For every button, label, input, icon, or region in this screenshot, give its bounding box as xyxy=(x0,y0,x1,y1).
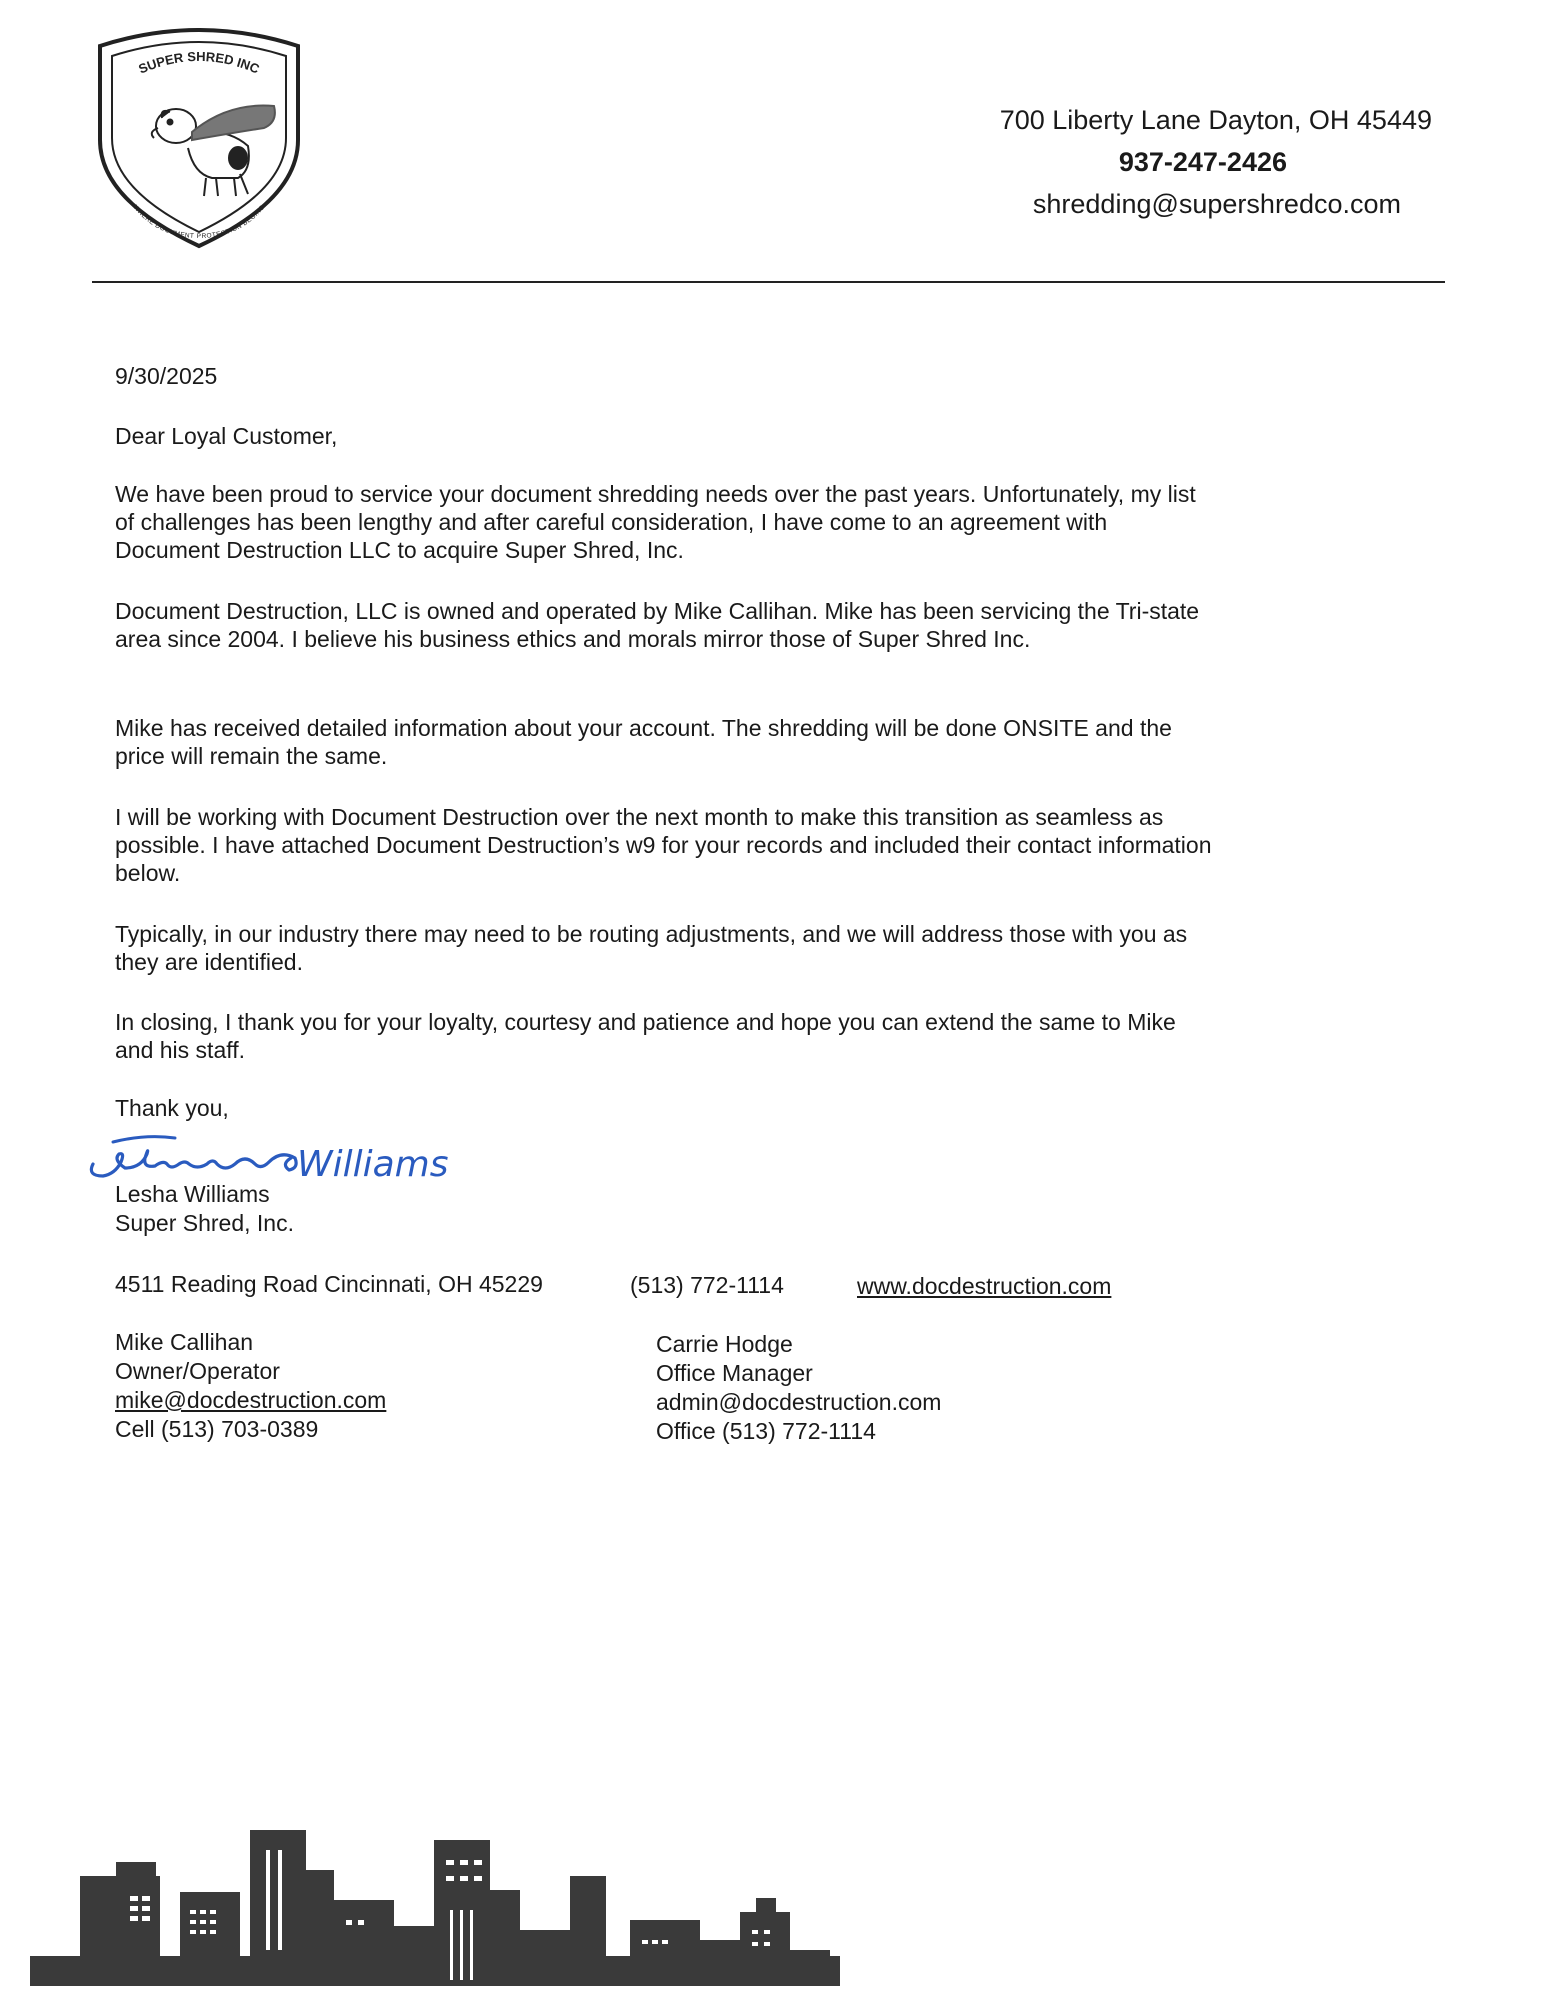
logo-top-text: SUPER SHRED INC xyxy=(136,48,262,77)
person2-title: Office Manager xyxy=(656,1360,813,1386)
contact-website-link[interactable]: www.docdestruction.com xyxy=(857,1273,1112,1299)
person1-title: Owner/Operator xyxy=(115,1358,280,1384)
person2-phone: Office (513) 772-1114 xyxy=(656,1418,876,1444)
header-divider xyxy=(92,281,1445,283)
letter-paragraph-3: Mike has received detailed information about your account. The shredding will be done ONSITE and the price will remain the same. xyxy=(115,715,1172,769)
letter-paragraph-5: Typically, in our industry there may need to be routing adjustments, and we will address those with you as they are identified. xyxy=(115,921,1188,975)
letter-paragraph-4: I will be working with Document Destruction over the next month to make this transition as seamless as possible. I have attached Document Destruction’s w9 for your records and included their contact information below. xyxy=(115,804,1212,886)
letter-paragraph-1: We have been proud to service your document shredding needs over the past years. Unfortunately, my list of challenges has been lengthy and after careful consideration, I have come to an agreement with Document Destruction LLC to acquire Super Shred, Inc. xyxy=(115,481,1196,563)
city-skyline-graphic xyxy=(30,1800,840,1990)
person1-name: Mike Callihan xyxy=(115,1329,254,1355)
logo-ring-text: WHERE DOCUMENT PROTECTION BEGINS xyxy=(131,204,267,241)
letter-closing: Thank you, xyxy=(115,1095,229,1121)
svg-text:WHERE DOCUMENT PROTECTION BEGI xyxy=(132,204,267,240)
dog-mascot-icon xyxy=(152,106,275,196)
contact-phone: (513) 772-1114 xyxy=(630,1272,784,1298)
header-email: shredding@supershredco.com xyxy=(1032,189,1401,219)
header-address: 700 Liberty Lane Dayton, OH 45449 xyxy=(999,105,1432,135)
letter-salutation: Dear Loyal Customer, xyxy=(115,423,338,449)
person1-email-link[interactable]: mike@docdestruction.com xyxy=(115,1387,387,1413)
letter-paragraph-6: In closing, I thank you for your loyalty, courtesy and patience and hope you can extend the same to Mike and his staff. xyxy=(115,1009,1176,1063)
company-logo xyxy=(88,28,310,250)
letter-date: 9/30/2025 xyxy=(115,363,218,389)
signer-name: Lesha Williams xyxy=(115,1181,270,1207)
person2-email: admin@docdestruction.com xyxy=(656,1389,942,1415)
letter-paragraph-2: Document Destruction, LLC is owned and operated by Mike Callihan. Mike has been servicing the Tri-state area since 2004. I believe his business ethics and morals mirror those of Super Shred Inc. xyxy=(115,598,1200,652)
header-phone: 937-247-2426 xyxy=(1118,147,1287,177)
contact-address: 4511 Reading Road Cincinnati, OH 45229 xyxy=(115,1271,543,1297)
signer-company: Super Shred, Inc. xyxy=(115,1210,294,1236)
person2-name: Carrie Hodge xyxy=(656,1331,793,1357)
signature-text: Williams xyxy=(297,1144,449,1185)
svg-text:SUPER SHRED INC xyxy=(136,49,262,77)
person1-phone: Cell (513) 703-0389 xyxy=(115,1416,319,1442)
